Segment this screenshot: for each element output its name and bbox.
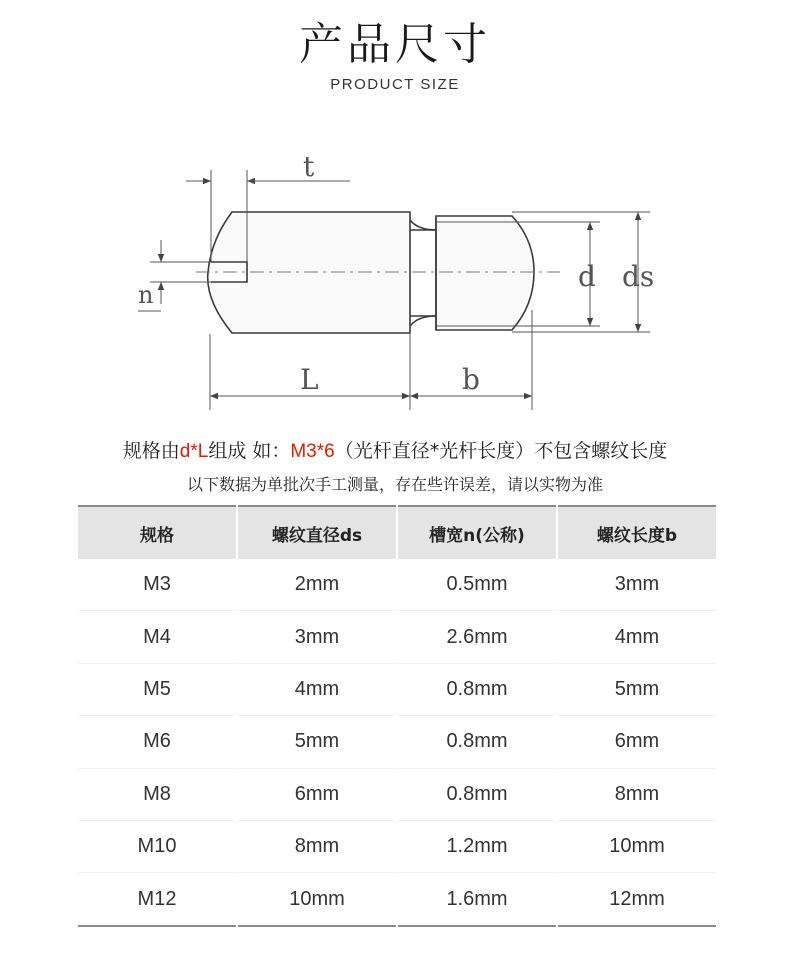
cell-thread-diameter: 6mm	[237, 768, 397, 820]
spec-format-formula: d*L	[179, 441, 209, 462]
cell-thread-diameter: 10mm	[237, 873, 397, 926]
cell-spec: M6	[77, 716, 237, 768]
table-row	[77, 768, 717, 820]
page-title: 产品尺寸	[299, 19, 491, 70]
cell-spec: M5	[77, 663, 237, 715]
cell-thread-diameter: 5mm	[237, 716, 397, 768]
cell-spec: M4	[77, 611, 237, 663]
table-row	[77, 663, 717, 715]
column-header-thread-length: 螺纹长度b	[557, 506, 717, 559]
table-row	[77, 559, 717, 611]
cell-slot-width: 1.2mm	[397, 820, 557, 872]
spec-format-middle: 组成 如：	[208, 440, 291, 462]
spec-format-suffix: （光杆直径*光杆长度）不包含螺纹长度	[334, 440, 668, 462]
dimension-label-d: d	[578, 260, 596, 293]
dimension-label-t: t	[303, 150, 315, 183]
cell-thread-diameter: 8mm	[237, 820, 397, 872]
cell-slot-width: 1.6mm	[397, 873, 557, 926]
cell-slot-width: 0.8mm	[397, 768, 557, 820]
cell-spec: M10	[77, 820, 237, 872]
table-row	[77, 611, 717, 663]
dimension-label-ds: ds	[622, 260, 655, 293]
column-header-thread-diameter: 螺纹直径ds	[237, 506, 397, 559]
dimension-label-L: L	[300, 363, 319, 396]
cell-slot-width: 2.6mm	[397, 611, 557, 663]
screw-dimension-diagram	[0, 130, 790, 420]
cell-thread-length: 4mm	[557, 611, 717, 663]
cell-spec: M3	[77, 559, 237, 611]
cell-thread-length: 6mm	[557, 716, 717, 768]
cell-spec: M8	[77, 768, 237, 820]
spec-format-prefix: 规格由	[122, 440, 180, 462]
cell-slot-width: 0.8mm	[397, 663, 557, 715]
column-header-slot-width: 槽宽n(公称)	[397, 506, 557, 559]
spec-format-example: M3*6	[290, 441, 335, 462]
column-header-spec: 规格	[77, 506, 237, 559]
dimension-label-n: n	[138, 281, 154, 309]
cell-thread-diameter: 3mm	[237, 611, 397, 663]
cell-thread-length: 8mm	[557, 768, 717, 820]
cell-slot-width: 0.8mm	[397, 716, 557, 768]
measurement-disclaimer: 以下数据为单批次手工测量，存在些许误差，请以实物为准	[186, 475, 603, 494]
table-header-row	[77, 506, 717, 559]
page-subtitle: PRODUCT SIZE	[330, 76, 460, 93]
cell-thread-diameter: 4mm	[237, 663, 397, 715]
table-row	[77, 873, 717, 926]
cell-thread-length: 5mm	[557, 663, 717, 715]
cell-thread-length: 3mm	[557, 559, 717, 611]
table-row	[77, 820, 717, 872]
cell-thread-length: 12mm	[557, 873, 717, 926]
table-row	[77, 716, 717, 768]
dimension-label-b: b	[462, 363, 480, 396]
size-spec-table	[76, 505, 718, 927]
cell-slot-width: 0.5mm	[397, 559, 557, 611]
cell-spec: M12	[77, 873, 237, 926]
spec-format-note	[0, 436, 790, 463]
cell-thread-length: 10mm	[557, 820, 717, 872]
cell-thread-diameter: 2mm	[237, 559, 397, 611]
